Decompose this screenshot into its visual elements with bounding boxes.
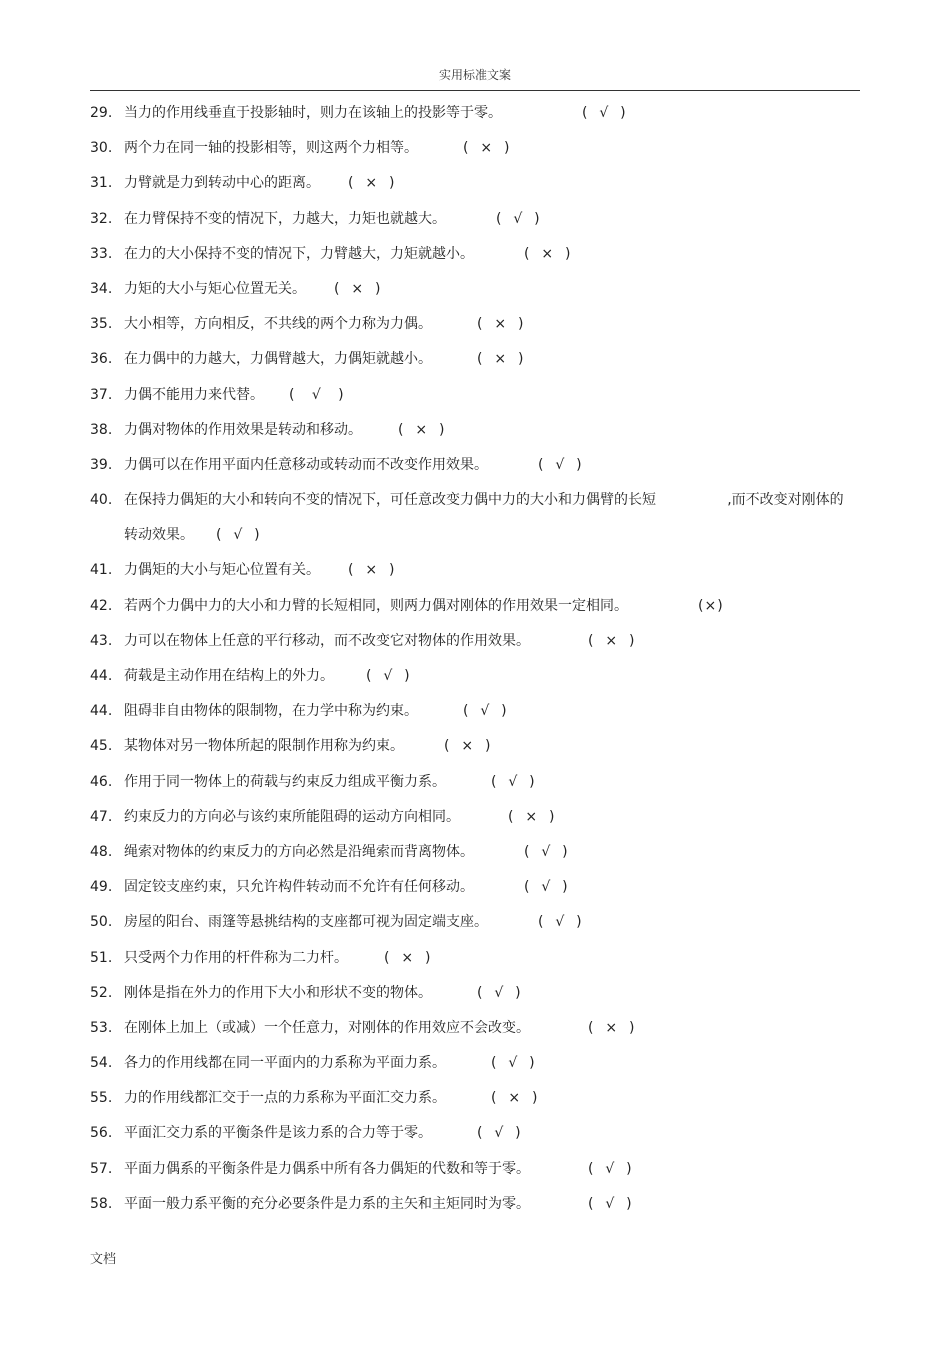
question-number: 29. (90, 105, 113, 121)
question-item (0, 765, 950, 800)
question-text: 平面力偶系的平衡条件是力偶系中所有各力偶矩的代数和等于零。 (124, 1160, 530, 1177)
question-item (0, 307, 950, 342)
question-body (124, 166, 854, 201)
answer-mark: ( √ ) (477, 984, 522, 1001)
answer-mark: ( √ ) (216, 527, 261, 544)
page-footer: 文档 (90, 1252, 117, 1267)
answer-mark: ( √ ) (588, 1195, 633, 1212)
question-text: 若两个力偶中力的大小和力臂的长短相同，则两力偶对刚体的作用效果一定相同。 (124, 597, 628, 614)
answer-mark: ( × ) (588, 1019, 636, 1036)
question-number: 38. (90, 421, 113, 438)
answer-mark: ( √ ) (538, 456, 583, 473)
question-text: 在刚体上加上（或减）一个任意力，对刚体的作用效应不会改变。 (124, 1019, 530, 1036)
question-item (0, 659, 950, 694)
question-text: 当力的作用线垂直于投影轴时，则力在该轴上的投影等于零。 (124, 105, 502, 121)
answer-mark: ( × ) (463, 140, 511, 157)
question-number: 44. (90, 668, 113, 685)
answer-mark: ( × ) (348, 562, 396, 579)
question-text: 某物体对另一物体所起的限制作用称为约束。 (124, 738, 404, 755)
question-item (0, 1116, 950, 1151)
question-text: 约束反力的方向必与该约束所能阻碍的运动方向相同。 (124, 808, 460, 825)
question-item (0, 483, 950, 553)
question-number: 48. (90, 843, 113, 860)
question-number: 45. (90, 738, 113, 755)
question-body (124, 413, 854, 448)
question-text: 固定铰支座约束，只允许构件转动而不允许有任何移动。 (124, 879, 474, 896)
question-item (0, 1046, 950, 1081)
question-body (124, 272, 854, 307)
question-text: 作用于同一物体上的荷载与约束反力组成平衡力系。 (124, 773, 446, 790)
question-text: 绳索对物体的约束反力的方向必然是沿绳索而背离物体。 (124, 843, 474, 860)
answer-mark: ( √ ) (491, 1055, 536, 1072)
question-text: 荷载是主动作用在结构上的外力。 (124, 668, 334, 685)
question-item (0, 589, 950, 624)
answer-mark: ( × ) (588, 632, 636, 649)
header-rule (90, 90, 860, 91)
question-item (0, 729, 950, 764)
question-number: 55. (90, 1090, 113, 1107)
question-text: 在力的大小保持不变的情况下，力臂越大，力矩就越小。 (124, 245, 474, 262)
question-item (0, 1187, 950, 1222)
question-text: 在保持力偶矩的大小和转向不变的情况下，可任意改变力偶中力的大小和力偶臂的长短 ,而不改变对刚体的转动效果。 (124, 492, 844, 544)
question-number: 58. (90, 1195, 113, 1212)
answer-mark: ( × ) (348, 175, 396, 192)
question-text: 力偶不能用力来代替。 (124, 386, 264, 403)
question-item (0, 131, 950, 166)
answer-mark: ( √ ) (463, 703, 508, 720)
answer-mark: ( × ) (398, 421, 446, 438)
answer-mark: ( √ ) (588, 1160, 633, 1177)
question-body (124, 483, 854, 553)
question-text: 力可以在物体上任意的平行移动，而不改变它对物体的作用效果。 (124, 632, 530, 649)
question-text: 阻碍非自由物体的限制物，在力学中称为约束。 (124, 703, 418, 720)
question-text: 在力偶中的力越大，力偶臂越大，力偶矩就越小。 (124, 351, 432, 368)
question-number: 34. (90, 280, 113, 297)
question-item (0, 1011, 950, 1046)
question-body (124, 624, 854, 659)
question-number: 32. (90, 210, 113, 227)
question-item (0, 413, 950, 448)
question-text: 力偶可以在作用平面内任意移动或转动而不改变作用效果。 (124, 456, 488, 473)
question-body (124, 765, 854, 800)
answer-mark: ( × ) (334, 280, 382, 297)
question-number: 47. (90, 808, 113, 825)
question-number: 57. (90, 1160, 113, 1177)
question-body (124, 342, 854, 377)
question-item (0, 941, 950, 976)
question-body (124, 237, 854, 272)
question-item (0, 835, 950, 870)
question-body (124, 870, 854, 905)
question-item (0, 694, 950, 729)
question-number: 53. (90, 1019, 113, 1036)
question-item (0, 237, 950, 272)
question-number: 49. (90, 879, 113, 896)
question-item (0, 976, 950, 1011)
question-text: 各力的作用线都在同一平面内的力系称为平面力系。 (124, 1055, 446, 1072)
question-number: 52. (90, 984, 113, 1001)
question-text: 力臂就是力到转动中心的距离。 (124, 175, 320, 192)
question-number: 50. (90, 914, 113, 931)
answer-mark: ( √ ) (538, 914, 583, 931)
question-number: 36. (90, 351, 113, 368)
question-text: 力偶矩的大小与矩心位置有关。 (124, 562, 320, 579)
answer-mark: ( × ) (508, 808, 556, 825)
question-text: 房屋的阳台、雨篷等悬挑结构的支座都可视为固定端支座。 (124, 914, 488, 931)
question-item (0, 1081, 950, 1116)
question-body (124, 976, 854, 1011)
answer-mark: ( × ) (444, 738, 492, 755)
answer-mark: ( × ) (524, 245, 572, 262)
question-number: 43. (90, 632, 113, 649)
question-body (124, 800, 854, 835)
question-number: 41. (90, 562, 113, 579)
question-item (0, 96, 950, 131)
question-text: 平面汇交力系的平衡条件是该力系的合力等于零。 (124, 1125, 432, 1142)
question-item (0, 624, 950, 659)
question-body (124, 202, 854, 237)
question-body (124, 378, 854, 413)
question-text: 力矩的大小与矩心位置无关。 (124, 280, 306, 297)
question-body (124, 1081, 854, 1116)
answer-mark: ( √ ) (491, 773, 536, 790)
question-body (124, 307, 854, 342)
answer-mark: (×) (698, 597, 724, 614)
question-number: 30. (90, 140, 113, 157)
answer-mark: ( × ) (477, 316, 525, 333)
question-body (124, 1011, 854, 1046)
question-item (0, 800, 950, 835)
question-item (0, 905, 950, 940)
question-item (0, 166, 950, 201)
answer-mark: ( √ ) (289, 386, 345, 403)
question-body (124, 694, 854, 729)
question-body (124, 553, 854, 588)
question-body (124, 1046, 854, 1081)
question-text: 在力臂保持不变的情况下，力越大，力矩也就越大。 (124, 210, 446, 227)
question-number: 42. (90, 597, 113, 614)
question-body (124, 905, 854, 940)
question-body (124, 729, 854, 764)
question-text: 刚体是指在外力的作用下大小和形状不变的物体。 (124, 984, 432, 1001)
question-body (124, 131, 854, 166)
page-header: 实用标准文案 (438, 68, 511, 82)
question-item (0, 378, 950, 413)
question-body (124, 589, 854, 624)
answer-mark: ( × ) (477, 351, 525, 368)
question-body (124, 448, 854, 483)
question-number: 44. (90, 703, 113, 720)
answer-mark: ( √ ) (496, 210, 541, 227)
question-number: 56. (90, 1125, 113, 1142)
answer-mark: ( × ) (384, 949, 432, 966)
question-item (0, 870, 950, 905)
question-item (0, 342, 950, 377)
question-number: 33. (90, 245, 113, 262)
question-text: 平面一般力系平衡的充分必要条件是力系的主矢和主矩同时为零。 (124, 1195, 530, 1212)
question-item (0, 272, 950, 307)
question-number: 31. (90, 175, 113, 192)
question-text: 力偶对物体的作用效果是转动和移动。 (124, 421, 362, 438)
question-text: 力的作用线都汇交于一点的力系称为平面汇交力系。 (124, 1090, 446, 1107)
question-number: 37. (90, 386, 113, 403)
question-list (0, 96, 950, 1222)
question-number: 54. (90, 1055, 113, 1072)
question-item (0, 1152, 950, 1187)
answer-mark: ( √ ) (524, 879, 569, 896)
answer-mark: ( √ ) (524, 843, 569, 860)
question-body (124, 941, 854, 976)
question-body (124, 1152, 854, 1187)
question-text: 两个力在同一轴的投影相等，则这两个力相等。 (124, 140, 418, 157)
question-item (0, 448, 950, 483)
question-number: 46. (90, 773, 113, 790)
question-text: 只受两个力作用的杆件称为二力杆。 (124, 949, 348, 966)
question-body (124, 96, 854, 131)
question-body (124, 1187, 854, 1222)
question-body (124, 1116, 854, 1151)
answer-mark: ( √ ) (366, 668, 411, 685)
answer-mark: ( × ) (491, 1090, 539, 1107)
question-number: 39. (90, 456, 113, 473)
answer-mark: ( √ ) (582, 105, 627, 121)
question-item (0, 553, 950, 588)
question-body (124, 659, 854, 694)
question-number: 35. (90, 316, 113, 333)
question-item (0, 202, 950, 237)
question-body (124, 835, 854, 870)
question-number: 40. (90, 492, 113, 509)
question-text: 大小相等，方向相反，不共线的两个力称为力偶。 (124, 316, 432, 333)
question-number: 51. (90, 949, 113, 966)
answer-mark: ( √ ) (477, 1125, 522, 1142)
